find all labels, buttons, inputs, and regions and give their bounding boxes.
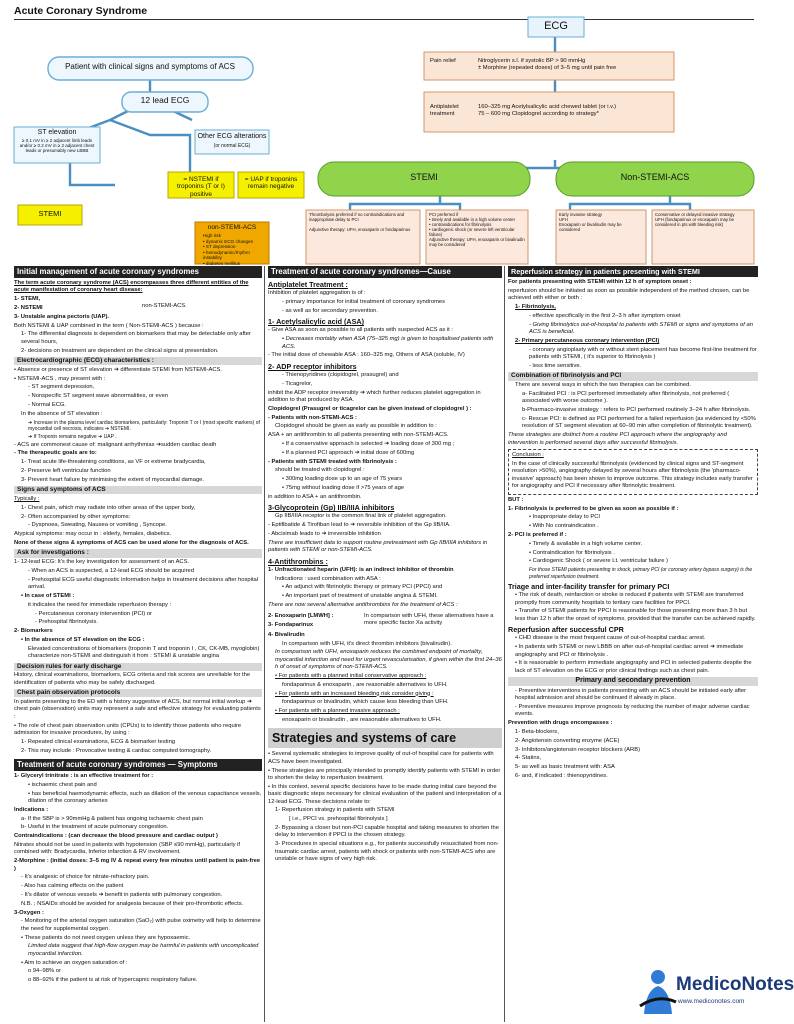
drug-3: 3- Inhibitors/angiotensin receptor blockers (ARB): [515, 746, 641, 753]
antiplatelet-3: - as well as for secondary prevention.: [282, 307, 379, 314]
cpo-point-2: 1- Repeated clinical examinations, ECG & biomarker testing: [21, 738, 176, 745]
ecg-point-2b: - Nonspecific ST segment wave abnormalities, or even: [28, 393, 169, 400]
fondaparinux-label: 3- Fondaparinux: [268, 621, 314, 628]
strategies-3: • In this context, several specific decisions have to be made during initial care beyond the basic diagnostic steps necessary for clinical evaluation of the patient and interpretation of a 12-lead ECG. These decisions relate to:: [268, 783, 502, 805]
other-ecg-title: Other ECG alterations: [197, 133, 267, 140]
facilitated-pci: a- Facilitated PCI : is PCI performed immediately after fibrinolysis, not preferred ( associated with worse outcome ).: [522, 391, 730, 405]
antiplatelet-text: 160–325 mg Acetylsalicylic acid chewed tablet (or i.v.) 75 – 600 mg Clopidogrel according to strategy*: [478, 104, 617, 117]
gp-title: 3-Glycoprotein (Gp) IIB/IIIA inhibitors: [268, 503, 395, 513]
column-divider-1: [264, 266, 265, 1022]
invasive-approach: • For patients with a planned invasive approach :: [275, 708, 400, 715]
page-title: Acute Coronary Syndrome: [14, 5, 148, 17]
reperfusion-2: reperfusion should be initiated as soon as possible independent of the method chosen, can be achieved with either or both :: [508, 288, 750, 302]
enoxaparin-label: 2- Enoxaparin [LMWH] :: [268, 612, 334, 619]
conservative-text: Conservative or delayed invasive strategy UFH (fondaparinux or enoxaparin may be considered in pts with bleeding risk): [655, 212, 735, 227]
ufh-1: Indications : used combination with ASA :: [275, 575, 381, 582]
alternatives-note: In comparison with UFH, these alternatives have a more specific factor Xa activity: [364, 612, 494, 627]
fibrinolysis-1: - effective specifically in the first 2–3 h after symptom onset: [529, 313, 681, 320]
gp-1: Gp IIB/IIIA receptor is the common final link of platelet aggregation.: [275, 513, 447, 520]
gp-2: - Eptifibatide & Tirofiban lead to ➔ reversible inhibition of the Gp IIB/IIA.: [268, 522, 451, 529]
indication-a: a- If the SBP is > 90mmHg & patient has ongoing ischaemic chest pain: [21, 815, 203, 822]
nonstemi-risk-list: [203, 233, 267, 266]
reperfusion-1: For patients presenting with STEMI within 12 h of symptom onset :: [508, 279, 692, 286]
signs-header: Signs and symptoms of ACS: [14, 486, 262, 494]
pci-1: - coronary angioplasty with or without stent placement has become first-line treatment for patients with STEMI, ( it's superior to fibrinolysis ): [529, 346, 757, 361]
column-cause-treatment: [268, 266, 502, 1022]
antiplatelet-2: - primary importance for initial treatment of coronary syndromes: [282, 298, 446, 305]
stemi-case-1a: - Percutaneous coronary intervention (PCI) or: [35, 610, 152, 617]
adp-3: inhibit the ADP receptor irreversibly ➔ which further reduces platelet aggregation in addition to that produced by ASA.: [268, 389, 481, 404]
oxygen-1: - Monitoring of the arterial oxygen saturation (SaO₂) with pulse oximetry will help to determine the need for supplemental oxygen.: [21, 918, 261, 932]
clopidogrel-9: • 75mg without loading dose if >75 years of age: [282, 485, 405, 491]
oxygen-2: • These patients do not need oxygen unless they are hypoxaemic.: [21, 934, 191, 941]
pain-relief-label: Pain relief: [430, 58, 456, 64]
conclusion-text: In the case of clinically successful fibrinolysis (evidenced by clinical signs and ST-segment resolution >50%), angiography delayed by several hours after fibrinolysis (the 'pharmaco-invasive' approach) has been shown to improve outcome. This strategy includes early transfer for angiography and PCI if necessary after fibrinolytic treatment.: [512, 460, 753, 490]
logo-text: MedicoNotes: [676, 974, 794, 995]
clopidogrel-10: in addition to ASA + an antithrombin.: [268, 493, 362, 500]
initial-management-header: Initial management of acute coronary syndromes: [14, 266, 262, 278]
invasive-approach-1: enoxaparin or bivalirudin , are reasonable alternatives to UFH.: [282, 717, 442, 724]
stemi-case: • In case of STEMI :: [21, 592, 75, 599]
mediconotes-logo: [636, 968, 794, 1018]
stemi-right-label: STEMI: [410, 172, 438, 182]
triage-2: • Transfer of STEMI patients for PPCI is reasonable for those presenting more than 3 h but less than 12 h after the onset of symptoms, provided that the transfer can be achieved rapidly.: [515, 608, 756, 622]
conclusion-box: [508, 449, 758, 495]
alternatives-group: [268, 611, 502, 632]
cpr-2: • In patients with STEMI or new LBBB on after out-of-hospital cardiac arrest ➔ immediate angiography and PCI or fibrinolysis .: [515, 644, 744, 658]
drug-5: 5- as well as basic treatment with: ASA: [515, 764, 615, 771]
antiplatelet-label: Antiplatelet treatment: [430, 104, 459, 117]
clopidogrel-4: • If a conservative approach is selected ➔ loading dose of 300 mg ;: [282, 441, 455, 448]
goal-2: 2- Preserve left ventricular function: [21, 467, 111, 474]
entity-nstemi: 2- NSTEMI: [14, 304, 43, 311]
pci-title: 2- Primary percutaneous coronary intervention (PCI): [515, 338, 660, 345]
strategies-4a: [ i.e., PPCI vs. prehospital fibrinolysis ]: [289, 816, 388, 823]
absence-point-2: ➔ If Troponin remains negative ➔ UAP .: [28, 433, 117, 440]
goal-3: 3- Prevent heart failure by minimising the extent of myocardial damage.: [21, 476, 205, 483]
conservative-approach-1: fondaparinux & enoxaparin , are reasonable alternatives to UFH.: [282, 681, 448, 688]
drug-1: 1- Beta-blockers,: [515, 728, 559, 735]
cpr-3: • It is reasonable to perform immediate angiography and PCI in selected patients despite the lack of ST elevation on the ECG or prior clinical findings such as chest pain.: [515, 660, 752, 674]
clopidogrel-3: ASA + an antithrombin to all patients presenting with non-STEMI-ACS.: [268, 432, 449, 439]
fibrinolysis-preferred-b: • With No contraindication .: [529, 523, 599, 530]
reperfusion-header: Reperfusion strategy in patients presenting with STEMI: [508, 266, 758, 277]
logo-figure-icon: [636, 968, 676, 1016]
asa-title: 1- Acetylsalicylic acid (ASA): [268, 317, 365, 327]
ecg12-label: 12 lead ECG: [140, 95, 190, 105]
bleeding-risk-1: fondaparinux or bivalirudin, which cause less bleeding than UFH.: [282, 699, 449, 706]
decision-rules-text: History, clinical examinations, biomarkers, ECG criteria and risk scores are unreliable for the identification of patients who may be safely discharged.: [14, 672, 251, 686]
contraindications-text: Nitrates should not be used in patients with hypotension (SBP ≤90 mmHg), particularly if combined with: Bradycardia, Inferior infarction & RV involvement.: [14, 841, 241, 856]
asa-2: • Decreases mortality when ASA (75–325 mg) is given to hospitalised patients with ACS.: [282, 336, 494, 350]
combination-1: There are several ways in which the two therapies can be combined.: [515, 382, 691, 389]
conclusion-label: Conclusion :: [512, 452, 544, 459]
nonstemi-risk-item: • hemodynamic/rhythm instability: [203, 249, 250, 260]
oxygen-title: 3-Oxygen :: [14, 909, 44, 916]
ufh-2: • An adjunct with fibrinolytic therapy or primary PCI (PPCI) and: [282, 584, 443, 591]
asa-3: - The initial dose of chewable ASA : 160–325 mg, Others of ASA (soluble, IV): [268, 352, 465, 359]
inv-ecg: 1- 12-lead ECG: It's the key investigation for assessment of an ACS.: [14, 559, 190, 566]
gp-4: There are insufficient data to support routine pretreatment with Gp IIB/IIIA inhibitors in patients with STEMI or non-STEMI-ACS.: [268, 539, 488, 554]
goals-text: - The therapeutic goals are to:: [14, 450, 97, 457]
gp-3: - Abciximab leads to ➔ irreversible inhibition: [268, 531, 381, 538]
early-invasive-text: Early invasive strategy UFH Enoxaparin or bivalirudin may be considered: [559, 212, 622, 232]
ecg-point-2: • NSTEMI-ACS , may present with :: [14, 375, 106, 382]
antiplatelet-title: Antiplatelet Treatment :: [268, 279, 348, 289]
nonstemi-risk-item: High risk: [203, 233, 221, 238]
ufh-title: 1- Unfractionated heparin (UFH): is an indirect inhibitor of thrombin: [268, 566, 454, 573]
column-reperfusion: [508, 266, 758, 1022]
entity-uap: 3- Unstable angina pectoris (UAP).: [14, 313, 110, 320]
ecg-point-1: • Absence or presence of ST elevation ➔ differentiate STEMI from NSTEMI-ACS.: [14, 366, 223, 373]
ufh-3: • An important part of treatment of unstable angina & STEMI.: [282, 593, 438, 600]
stemi-pci-text: PCI preferred if • timely and available in a high volume center • contraindications for fibrinolysis • cardiogenic shock (or severe left ventricular failure) Adjunctive therapy: UFH, enoxaparin or bivalirudin may be considered: [429, 212, 525, 247]
gtn-point-2: • has beneficial haemodynamic effects, such as dilation of the venous capacitance vessels, dilation of the coronary arteries: [28, 790, 262, 804]
ecg-point-2c: - Normal ECG.: [28, 401, 67, 408]
reason-2: 2- decisions on treatment are dependent on the clinical signs at presentation.: [21, 347, 219, 354]
ufh-4: There are now several alternative antithrombins for the treatment of ACS :: [268, 602, 458, 609]
st-elevation-detail: ≥ 0.1 mV in ≥ 2 adjacent limb leads and/or ≥ 0.2 mV in ≥ 2 adjacent chest leads or presumably new LBBB: [19, 138, 95, 154]
column-initial-management: [14, 266, 262, 1022]
chest-pain-protocols-header: Chest pain observation protocols: [14, 689, 262, 697]
pci-preferred-d: For those STEMI patients presenting in shock, primary PCI (or coronary artery bypass surgery) is the preferred reperfusion treatment.: [529, 567, 753, 580]
typically-label: Typically :: [14, 495, 40, 502]
cpo-text: In patients presenting to the ED with a history suggestive of ACS, but normal initial workup ➔ chest pain (observation) units may represent a safe and effective strategy for evaluating patients :: [14, 698, 261, 720]
presenting-label: Patient with clinical signs and symptoms of ACS: [65, 62, 235, 71]
prevention-2: - Preventive measures improve prognosis by reducing the number of major adverse cardiac events.: [515, 703, 750, 718]
bivalirudin-2: In comparison with UFH, enoxaparin reduces the combined endpoint of mortality, myocardial infarction and need for urgent revascularisation, if given within the first 24–36 h of onset of symptoms of non-STEMI-ACS.: [275, 649, 502, 671]
typical-2: 2- Often accompanied by other symptoms:: [21, 513, 131, 520]
absence-point-1: ➔ Increase in the plasma level cardiac biomarkers, particularly: Troponin T or I (most specific markers) of myocardial cell necrosis, indicates ➔ NSTEMI.: [28, 419, 260, 432]
prevention-1: - Preventive interventions in patients presenting with an ACS should be initiated early after hospital admission and should be continued if already in place.: [515, 687, 747, 702]
bleeding-risk: • For patients with an increased bleeding risk consider giving :: [275, 690, 434, 697]
asa-1: - Give ASA as soon as possible to all patients with suspected ACS as it :: [268, 327, 453, 334]
nonstemi-risk-item: • ST depression: [203, 244, 236, 249]
gtn-title: 1- Glyceryl trinitrate : is an effective treatment for :: [14, 772, 154, 779]
morphine-nb: N.B. ; NSAIDs should be avoided for analgesia because of their pro-thrombotic effects.: [21, 900, 244, 907]
column-divider-2: [504, 266, 505, 1022]
cause-header: Treatment of acute coronary syndromes—Cause: [268, 266, 502, 278]
contraindications-label: Contraindications : (can decrease the blood pressure and cardiac output ): [14, 833, 218, 840]
triage-title: Triage and inter-facility transfer for primary PCI: [508, 582, 670, 592]
pci-2: - less time sensitive.: [529, 363, 582, 370]
indications-label: Indications :: [14, 806, 49, 813]
ecg-characteristics-header: Electrocardiographic (ECG) characteristics :: [14, 357, 262, 365]
absence-st: In the absence of ST elevation :: [21, 410, 103, 417]
pci-preferred-a: • Timely & available in a high volume center.: [529, 540, 643, 547]
fibrinolysis-preferred: 1- Fibrinolysis is preferred to be given as soon as possible if :: [508, 505, 679, 512]
oxygen-6: o 88–92% if the patient is at risk of hypercapnic respiratory failure.: [28, 977, 198, 984]
prevention-header: Primary and secondary prevention: [508, 677, 758, 686]
strategies-5: 2- Bypassing a closer but non-PCI capable hospital and taking measures to shorten the delay to intervention if PPCI is the chosen strategy.: [275, 825, 499, 839]
fibrinolysis-title: 1- Fibrinolysis,: [515, 304, 556, 311]
other-ecg-detail: (or normal ECG): [213, 143, 251, 149]
bivalirudin-1: In comparison with UFH, it's direct thrombin inhibitors (bivalirudin).: [282, 640, 452, 647]
logo-url: www.mediconotes.com: [678, 998, 745, 1005]
atypical-text: Atypical symptoms: may occur in : elderly, females, diabetics.: [14, 531, 172, 538]
oxygen-5: o 94–98% or: [28, 968, 61, 975]
combination-header: Combination of fibrinolysis and PCI: [508, 372, 758, 380]
antithrombins-title: 4-Antithrombins :: [268, 556, 328, 566]
drug-2: 2- Angiotensin converting enzyme (ACE): [515, 737, 620, 744]
combination-distinct: These strategies are distinct from a routine PCI approach where the angiography and intervention is performed several days after successful fibrinolysis.: [508, 432, 727, 446]
inv-biomarkers: 2- Biomarkers: [14, 628, 53, 635]
inv-ecg-a: - When an ACS is suspected, a 12-lead ECG should be acquired: [28, 567, 194, 574]
morphine-3: - It's dilator of venous vessels ➔ benefit in patients with pulmonary congestion.: [21, 891, 223, 898]
acs-intro: The term acute coronary syndrome (ACS) encompasses three different entities of the acute manifestation of coronary heart disease:: [14, 279, 249, 294]
inv-ecg-b: - Prehospital ECG useful diagnostic information helps in treatment decisions after hospital arrival.: [28, 576, 259, 591]
arrhythmia-text: - ACS are commonest cause of: malignant arrhythmias ➔sudden cardiac death: [14, 441, 217, 448]
clopidogrel-1: - Patients with non-STEMI-ACS :: [268, 414, 357, 421]
pain-relief-text: Nitroglycerin s.l. if systolic BP > 90 mmHg ± Morphine (repeated doses) of 3–5 mg until pain free: [478, 58, 617, 71]
nonstemi-title: non-STEMI-ACS: [207, 224, 257, 231]
prevention-drugs: Prevention with drugs encompasses :: [508, 720, 613, 727]
oxygen-3: Limited data suggest that high-flow oxygen may be harmful in patients with uncomplicated myocardial infarction.: [28, 943, 259, 957]
pci-preferred-b: • Contraindication for fibrinolysis .: [529, 549, 615, 556]
inv-biomarkers-a: • In the absence of ST elevation on the ECG :: [21, 636, 145, 643]
nonstemi-risk-item: • diabetes mellitus: [203, 260, 241, 266]
typical-2a: - Dyspnoea, Sweating, Nausea or vomiting , Syncope.: [28, 522, 167, 529]
adp-2: - Ticagrelor,: [282, 380, 313, 387]
pci-preferred-c: • Cardiogenic Shock ( or severe Lt. ventricular failure ): [529, 558, 668, 565]
morphine-title: 2-Morphine : (initial doses: 3–5 mg IV & repeat every few minutes until patient is pain-free ): [14, 858, 261, 872]
inv-biomarkers-b: Elevated concentrations of biomarkers (troponin T and troponin I , CK, CK-MB, myoglobin) characterize non-STEMI and distinguish it from : STEMI & unstable angina: [28, 645, 260, 660]
st-elevation-title: ST elevation: [37, 129, 77, 136]
nonstemi-right-label: Non-STEMI-ACS: [620, 172, 690, 182]
nonstemi-risk-item: • dynamic ECG changes: [203, 238, 253, 244]
decision-rules-header: Decision rules for early discharge: [14, 663, 262, 671]
pci-preferred: 2- PCI is preferred if :: [508, 532, 567, 539]
entity-stemi: 1- STEMI,: [14, 296, 41, 303]
strategies-6: 3- Procedures in special situations e.g., for patients successfully resuscitated from non-traumatic cardiac arrest, patients with shock or patients with non-STEMI-ACS who are unstable or have signs of very high risk.: [275, 841, 499, 863]
conservative-approach: • For patients with a planned initial conservative approach :: [275, 673, 427, 680]
adp-1: - Thienopyridines (clopidogrel, prasugrel) and: [282, 372, 399, 379]
ecg-point-2a: - ST segment depression,: [28, 384, 95, 391]
clopidogrel-title: Clopidogrel (Prasugrel or ticagrelor can be given instead of clopidogrel ) :: [268, 405, 472, 412]
antiplatelet-1: Inhibition of platelet aggregation is of :: [268, 290, 366, 297]
stemi-left-label: STEMI: [38, 209, 62, 218]
pharmaco-invasive: b-Pharmaco-invasive strategy : refers to PCI performed routinely 3–24 h after fibrinolysis.: [522, 407, 751, 414]
strategies-4: 1- Reperfusion strategy in patients with STEMI: [275, 807, 395, 814]
cpo-point-1: • The role of chest pain observation units (CPUs) is to identify those patients who require admission for invasive procedures, by using :: [14, 722, 242, 736]
triage-1: • The risk of death, reinfarction or stroke is reduced if patients with STEMI are transferred promptly from community hospitals to tertiary care facilities for PPCI.: [515, 592, 744, 606]
strategies-header: Strategies and systems of care: [268, 728, 502, 748]
indication-b: b- Useful in the treatment of acute pulmonary congestion.: [21, 824, 169, 831]
stemi-thrombolysis-text: Thrombolysis preferred if no contraindications and inappropriate delay to PCI Adjunctive therapy: UFH, enoxaparin or fondaparinux: [309, 212, 411, 232]
uap-label: = UAP if troponins remain negative: [244, 176, 298, 191]
reason-1: 1- The differential diagnosis is dependent on biomarkers that may be detectable only after several hours,: [21, 331, 251, 345]
acs-entities: [14, 296, 262, 321]
adp-title: 2- ADP receptor inhibitors: [268, 361, 357, 371]
fibrinolysis-preferred-a: • Inappropriate delay to PCI: [529, 514, 600, 521]
cpo-point-3: 2- This may include : Provocative testing & cardiac computed tomography.: [21, 747, 212, 754]
clopidogrel-7: should be treated with clopidogrel :: [275, 467, 365, 474]
typical-1: 1- Chest pain, which may radiate into other areas of the upper body,: [21, 504, 196, 511]
morphine-1: - It's analgesic of choice for nitrate-refractory pain.: [21, 874, 150, 881]
investigations-header: Ask for investigations :: [14, 549, 262, 557]
gtn-point-1: • ischaemic chest pain and: [28, 781, 97, 788]
symptoms-header: Treatment of acute coronary syndromes — Symptoms: [14, 759, 262, 771]
fibrinolysis-2: - Giving fibrinolytics out-of-hospital to patients with STEMI or signs and symptoms of an ACS is beneficial.: [529, 321, 753, 336]
clopidogrel-5: • If a planned PCI approach ➔ initial dose of 600mg: [282, 449, 415, 456]
bivalirudin-title: 4- Bivalirudin: [268, 631, 305, 638]
clopidogrel-6: - Patients with STEMI treated with fibrinolysis :: [268, 458, 397, 465]
strategies-1: • Several systematic strategies to improve quality of out-of hospital care for patients with ACS have been investigated.: [268, 751, 494, 765]
stemi-case-1b: - Prehospital fibrinolysis.: [35, 619, 98, 626]
rescue-pci: c- Rescue PCI: is defined as PCI performed for a failed reperfusion (as evidenced by <50% resolution of ST segment elevation at 60–90 min after completion of fibrinolytic treatment).: [522, 416, 756, 430]
clopidogrel-8: • 300mg loading dose up to an age of 75 years: [282, 476, 402, 483]
oxygen-4: • Aim to achieve an oxygen saturation of :: [21, 959, 128, 966]
ecg-top-label: ECG: [544, 20, 568, 32]
strategies-2: • These strategies are principally intended to promptly identify patients with STEMI in order to shorten the delay to reperfusion treatment.: [268, 767, 501, 782]
none-diagnostic-text: None of these signs & symptoms of ACS can be used alone for the diagnosis of ACS.: [14, 539, 249, 546]
drug-6: 6- and, if indicated : thienopyridines.: [515, 772, 608, 779]
drug-4: 4- Statins,: [515, 755, 542, 762]
nstemi-label: = NSTEMI if troponins (T or I) positive: [177, 176, 225, 198]
stemi-case-1: it indicates the need for immediate reperfusion therapy :: [28, 601, 172, 608]
goal-1: 1- Treat acute life-threatening conditions, as VF or extreme bradycardia,: [21, 459, 206, 466]
both-text: Both NSTEMI & UAP combined in the term ( Non-STEMI-ACS ) because :: [14, 322, 204, 329]
non-stemi-acs-brace: non-STEMI-ACS.: [142, 303, 187, 310]
but-label: BUT :: [508, 496, 524, 503]
cpr-title: Reperfusion after successful CPR: [508, 625, 624, 635]
morphine-2: - Also has calming effects on the patient: [21, 883, 124, 890]
cpr-1: • CHD disease is the most frequent cause of out-of-hospital cardiac arrest.: [515, 635, 706, 642]
clopidogrel-2: Clopidogrel should be given as early as possible in addition to :: [275, 423, 437, 430]
